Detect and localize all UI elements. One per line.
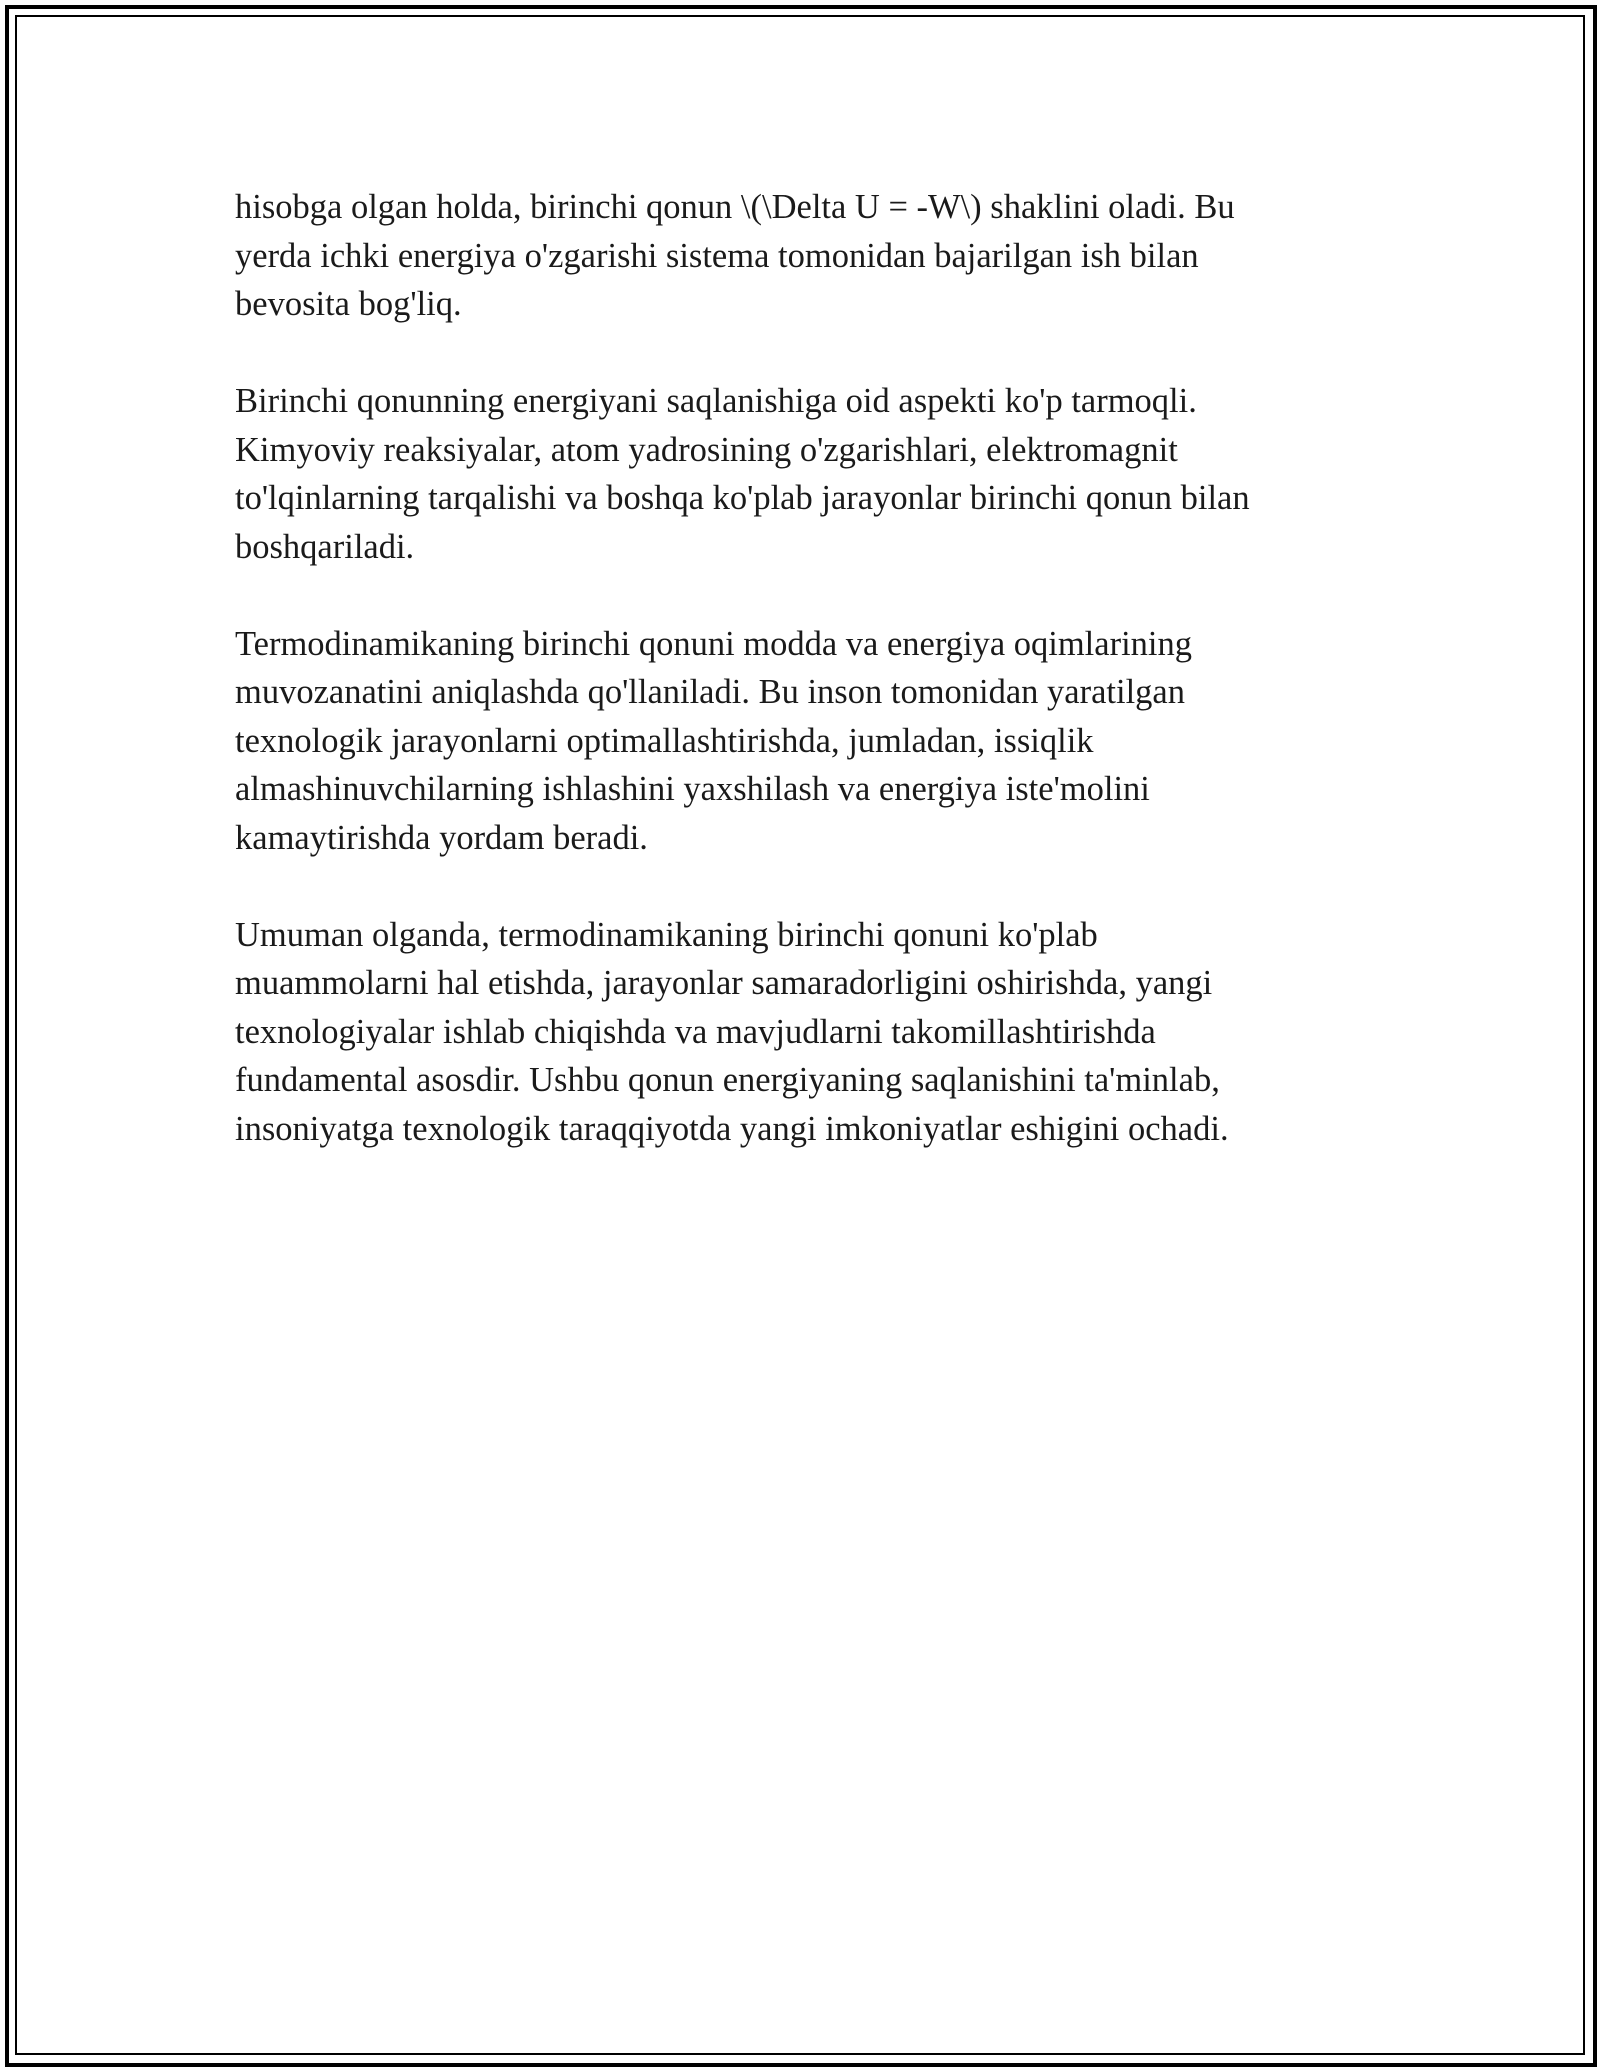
paragraph-conclusion: Umuman olganda, termodinamikaning birinchi qonuni ko'plab muammolarni hal etishda, jarayonlar samaradorligini oshirishda, yangi texnologiyalar ishlab chiqishda va mavjudlarni takomillashtirishda fundamental asosdir. Ushbu qonun energiyaning saqlanishini ta'minlab, insoniyatga texnologik taraqqiyotda yangi imkoniyatlar eshigini ochadi.: [235, 915, 1229, 1148]
paragraph-first-law-formula: hisobga olgan holda, birinchi qonun \(\Delta U = -W\) shaklini oladi. Bu yerda ichki energiya o'zgarishi sistema tomonidan bajarilgan ish bilan bevosita bog'liq.: [235, 188, 1235, 323]
paragraph-energy-conservation: Birinchi qonunning energiyani saqlanishiga oid aspekti ko'p tarmoqli. Kimyoviy reaksiyalar, atom yadrosining o'zgarishlari, elektromagnit to'lqinlarning tarqalishi va boshqa ko'plab jarayonlar birinchi qonun bilan boshqariladi.: [235, 382, 1250, 566]
document-body: [235, 183, 1365, 1202]
paragraph-applications: Termodinamikaning birinchi qonuni modda va energiya oqimlarining muvozanatini aniqlashda qo'llaniladi. Bu inson tomonidan yaratilgan texnologik jarayonlarni optimallashtirishda, jumladan, issiqlik almashinuvchilarning ishlashini yaxshilash va energiya iste'molini kamaytirishda yordam beradi.: [235, 624, 1192, 857]
